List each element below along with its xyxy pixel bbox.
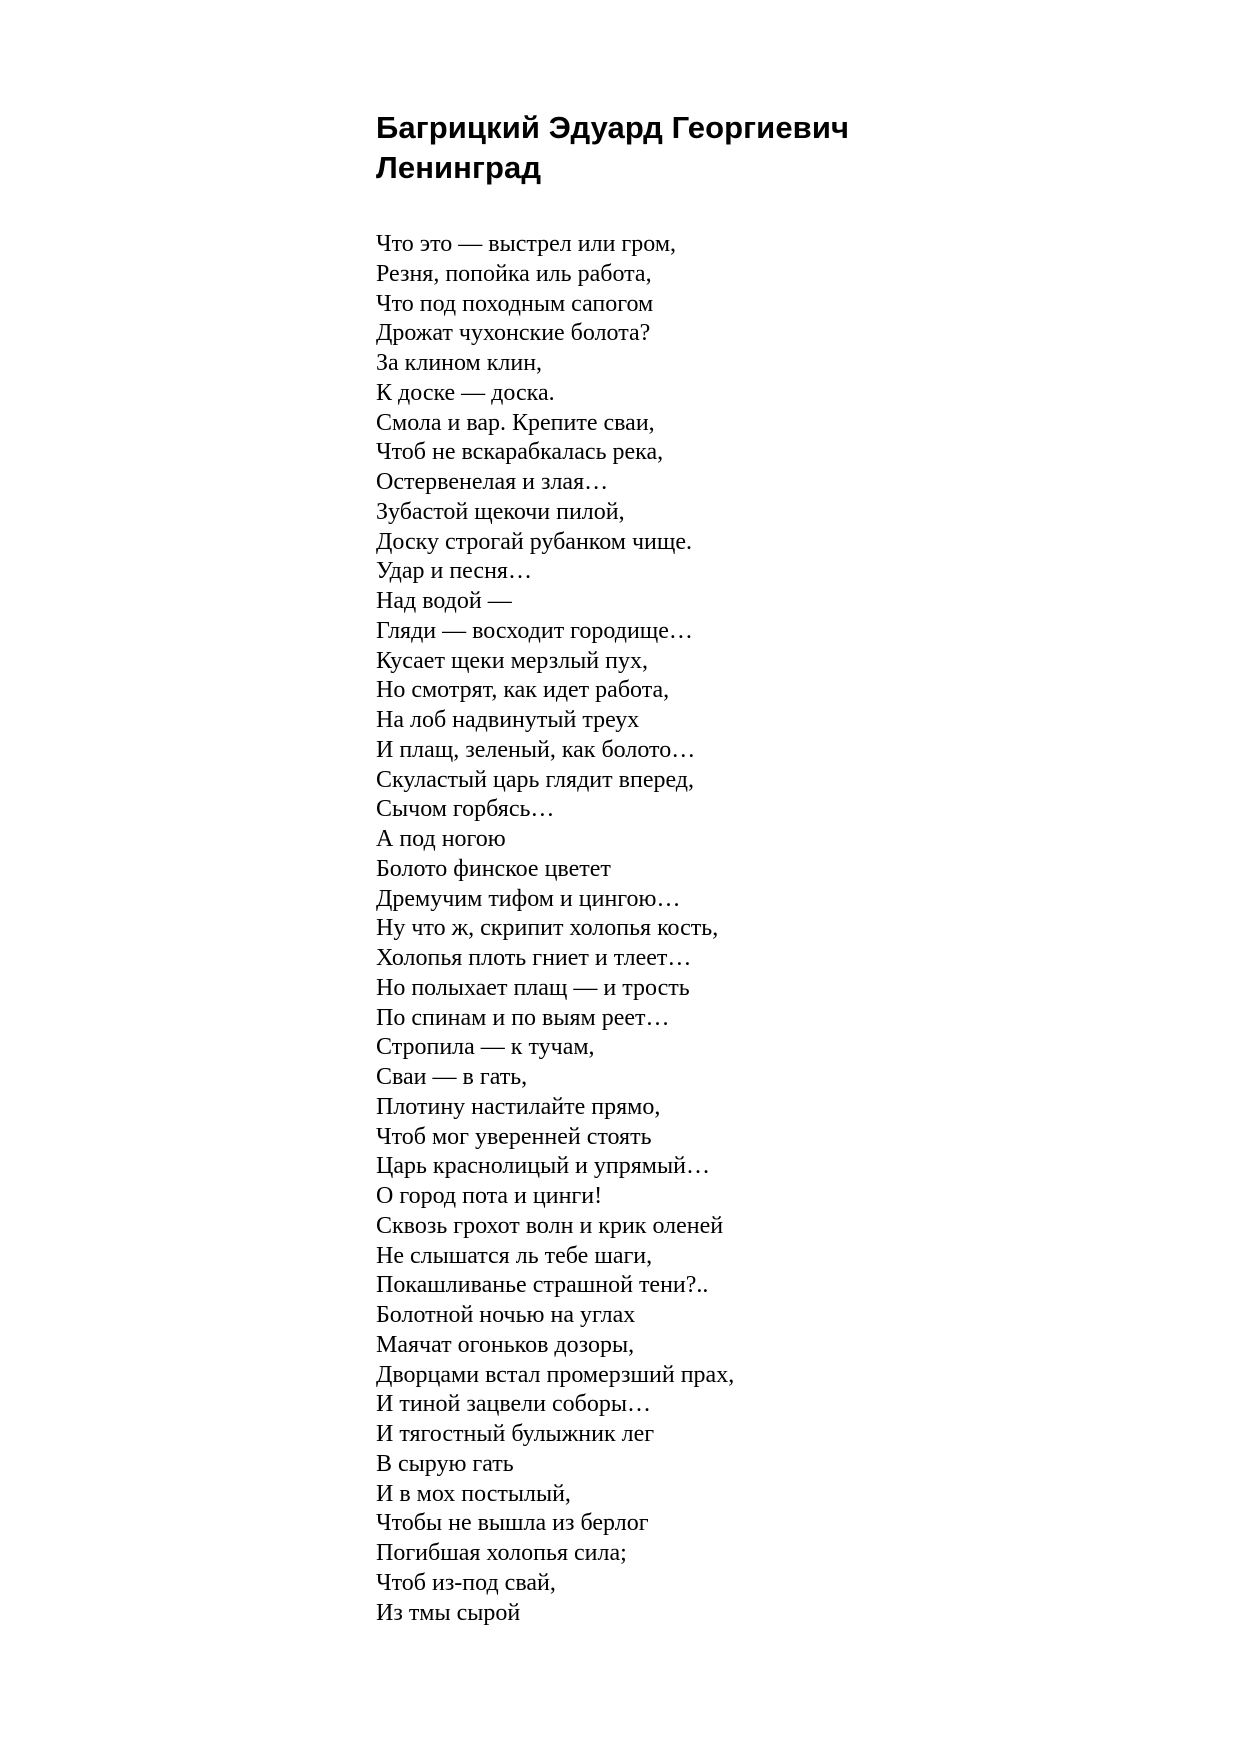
poem-line: Чтоб мог уверенней стоять	[376, 1123, 652, 1150]
poem-line: Царь краснолицый и упрямый…	[376, 1153, 710, 1180]
poem-line: Резня, попойка иль работа,	[376, 260, 652, 287]
poem-line: Сквозь грохот волн и крик оленей	[376, 1212, 724, 1239]
poem-line: Что под походным сапогом	[376, 290, 654, 317]
poem-line: Над водой —	[376, 588, 512, 614]
poem-line: И плащ, зеленый, как болото…	[376, 736, 696, 763]
poem-line: Из тмы сырой	[376, 1599, 521, 1626]
poem-line: Доску строгай рубанком чище.	[376, 528, 693, 555]
poem-line: Гляди — восходит городище…	[376, 617, 693, 644]
poem-line: Холопья плоть гниет и тлеет…	[376, 945, 692, 971]
poem-line: Не слышатся ль тебе шаги,	[376, 1242, 653, 1269]
poem-line: Остервенелая и злая…	[376, 469, 609, 495]
poem-line: Погибшая холопья сила;	[376, 1540, 627, 1566]
poem-line: К доске — доска.	[376, 379, 555, 406]
poem-line: Чтоб из-под свай,	[376, 1569, 556, 1596]
poem-line: Болотной ночью на углах	[376, 1302, 636, 1328]
poem-line: Сваи — в гать,	[376, 1064, 528, 1090]
poem-line: Болото финское цветет	[376, 855, 611, 882]
poem-line: Ну что ж, скрипит холопья кость,	[376, 915, 719, 942]
poem-line: За клином клин,	[376, 350, 543, 376]
poem-line: Дрожат чухонские болота?	[376, 320, 651, 347]
poem-line: Зубастой щекочи пилой,	[376, 498, 625, 525]
poem-line: Маячат огоньков дозоры,	[376, 1331, 635, 1358]
poem-line: Дворцами встал промерзший прах,	[376, 1361, 735, 1388]
poem-line: Чтобы не вышла из берлог	[376, 1510, 649, 1537]
poem-line: И в мох постылый,	[376, 1480, 571, 1507]
poem-line: Но смотрят, как идет работа,	[376, 677, 670, 704]
poem-line: Стропила — к тучам,	[376, 1034, 595, 1061]
poem-line: На лоб надвинутый треух	[376, 707, 640, 733]
poem-line: По спинам и по выям реет…	[376, 1004, 670, 1031]
poem-line: Смола и вар. Крепите сваи,	[376, 409, 655, 436]
poem-line: Удар и песня…	[376, 558, 532, 585]
poem-line: Сычом горбясь…	[376, 796, 555, 823]
poem-line: Что это — выстрел или гром,	[376, 231, 676, 257]
poem-line: Но полыхает плащ — и трость	[376, 974, 690, 1001]
poem-line: О город пота и цинги!	[376, 1183, 603, 1209]
poem-line: Чтоб не вскарабкалась река,	[376, 439, 664, 466]
poem-title: Ленинград	[376, 150, 542, 185]
poem-line: Покашливанье страшной тени?..	[376, 1272, 709, 1299]
poem-line: И тягостный булыжник лег	[376, 1421, 655, 1447]
poem-body	[376, 230, 1196, 1628]
document-header	[376, 108, 1196, 188]
poem-line: В сырую гать	[376, 1450, 514, 1477]
poem-line: Дремучим тифом и цингою…	[376, 885, 681, 912]
poem-line: Кусает щеки мерзлый пух,	[376, 647, 648, 674]
author-name: Багрицкий Эдуард Георгиевич	[376, 110, 850, 145]
poem-line: Скуластый царь глядит вперед,	[376, 766, 695, 793]
poem-line: А под ногою	[376, 826, 506, 852]
poem-line: Плотину настилайте прямо,	[376, 1093, 661, 1120]
poem-line: И тиной зацвели соборы…	[376, 1391, 651, 1418]
